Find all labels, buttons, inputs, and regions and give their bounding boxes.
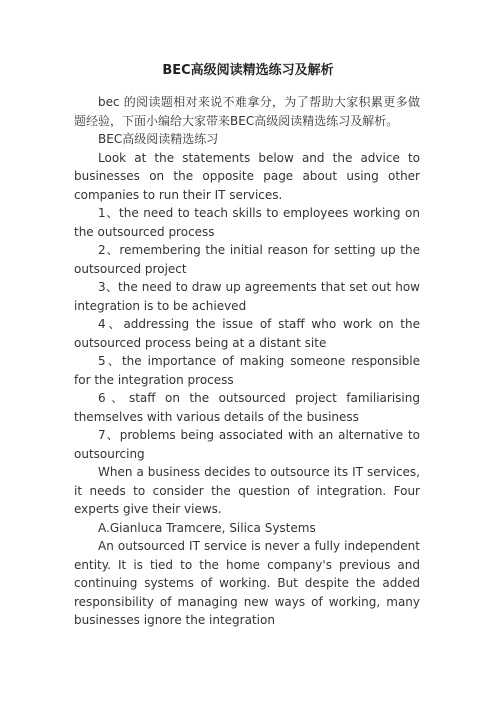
- statement-item: 2、remembering the initial reason for setting up the outsourced project: [74, 243, 420, 276]
- expert-text-paragraph: An outsourced IT service is never a fully independent entity. It is tied to the home company's previous and continuing systems of working. But despite the added responsibility of managing new ways of working, many businesses ignore the integration: [74, 539, 420, 627]
- statement-item: 5、the importance of making someone responsible for the integration process: [74, 354, 420, 387]
- statement-item: 1、the need to teach skills to employees working on the outsourced process: [74, 206, 420, 239]
- statement-item: 7、problems being associated with an alternative to outsourcing: [74, 428, 420, 461]
- instructions-paragraph: Look at the statements below and the advice to businesses on the opposite page about using other companies to run their IT services.: [74, 150, 420, 202]
- statement-item: 6、staff on the outsourced project familiarising themselves with various details of the business: [74, 391, 420, 424]
- section-heading: BEC高级阅读精选练习: [98, 132, 219, 146]
- document-body: [74, 93, 420, 630]
- statement-item: 3、the need to draw up agreements that set out how integration is to be achieved: [74, 280, 420, 313]
- statement-item: 4、addressing the issue of staff who work on the outsourced process being at a distant site: [74, 317, 420, 350]
- article-intro-paragraph: When a business decides to outsource its IT services, it needs to consider the question of integration. Four experts give their views.: [74, 465, 420, 516]
- intro-paragraph: bec 的阅读题相对来说不难拿分，为了帮助大家积累更多做题经验，下面小编给大家带来BEC高级阅读精选练习及解析。: [74, 95, 420, 128]
- document-title: BEC高级阅读精选练习及解析: [162, 63, 334, 78]
- expert-heading: A.Gianluca Tramcere, Silica Systems: [98, 520, 316, 535]
